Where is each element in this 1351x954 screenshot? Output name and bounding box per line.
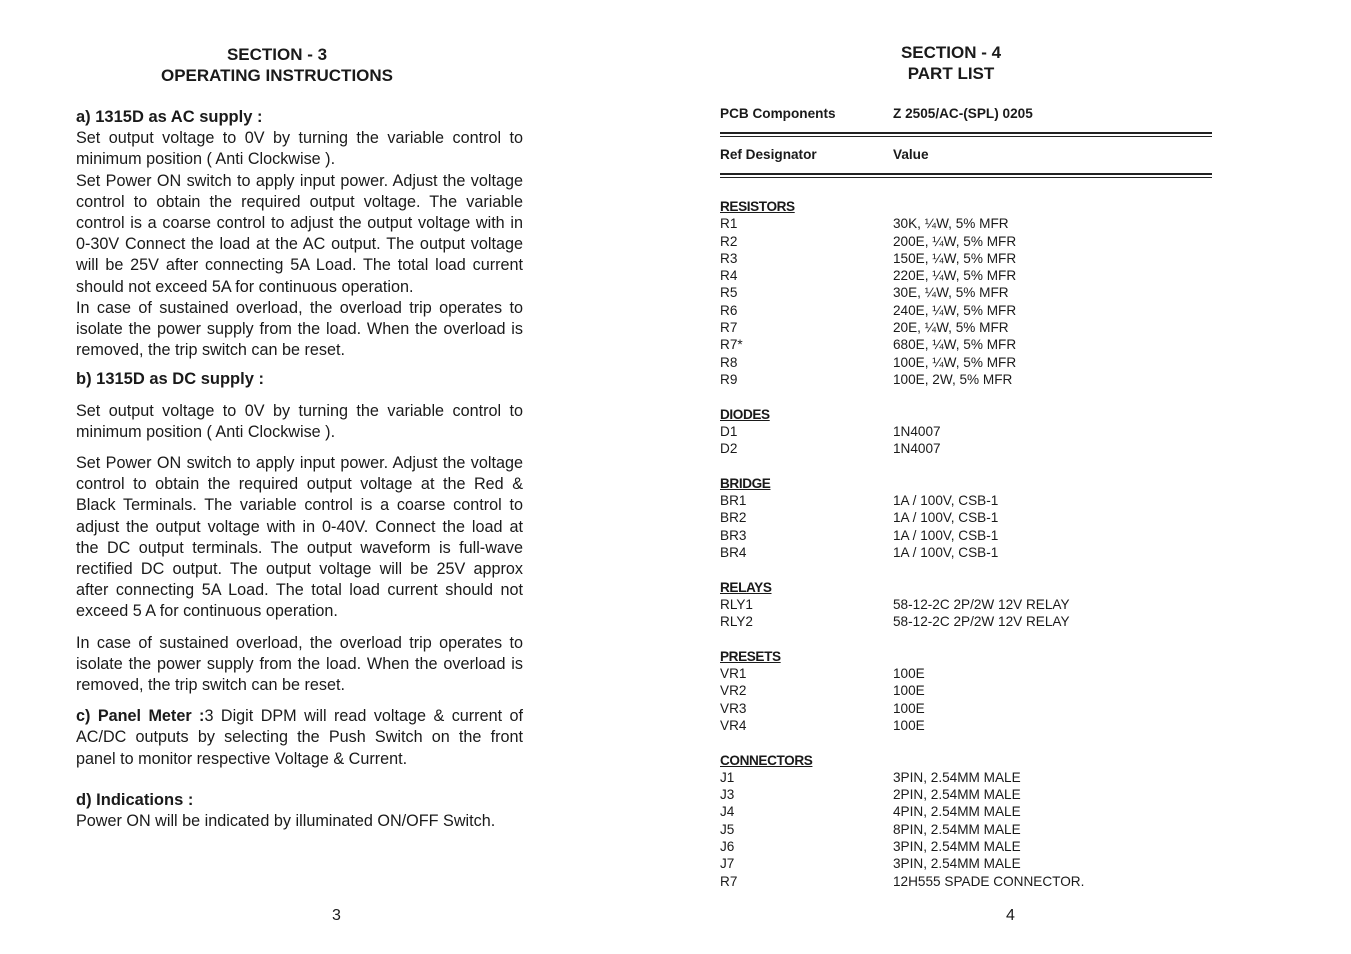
right-page (676, 0, 1351, 954)
component-value: 100E (893, 717, 925, 733)
ref-designator: BR4 (720, 544, 747, 560)
component-value: 100E (893, 700, 925, 716)
component-value: 58-12-2C 2P/2W 12V RELAY (893, 614, 1070, 630)
ref-designator: R3 (720, 250, 738, 266)
dc-paragraph-3: In case of sustained overload, the overload trip operates to isolate the power supply from the load. When the overload is removed, the trip switch can be reset. (76, 633, 523, 695)
page-number: 4 (1006, 907, 1015, 924)
ref-designator: D1 (720, 423, 738, 439)
component-value: 20E, ¼W, 5% MFR (893, 320, 1009, 336)
section-4-heading (876, 42, 1026, 84)
section-subtitle: PART LIST (907, 64, 995, 83)
group-title: RELAYS (720, 579, 772, 595)
pcb-value: Z 2505/AC-(SPL) 0205 (893, 106, 1033, 121)
component-value: 1N4007 (893, 441, 941, 457)
ref-designator: D2 (720, 441, 738, 457)
list-item (720, 873, 1212, 890)
ref-designator: RLY2 (720, 614, 753, 630)
ref-designator: VR4 (720, 717, 747, 733)
panel-meter-text: 3 Digit DPM will read voltage & current of AC/DC outputs by selecting the Push Switch on the front panel to monitor respective Voltage & Current. (76, 707, 523, 768)
component-value: 100E, ¼W, 5% MFR (893, 354, 1017, 370)
pcb-label: PCB Components (720, 106, 836, 121)
component-value: 30K, ¼W, 5% MFR (893, 216, 1009, 232)
list-item (720, 700, 1212, 717)
group-title: PRESETS (720, 648, 781, 664)
ref-designator: R5 (720, 285, 738, 301)
list-item (720, 682, 1212, 699)
list-item (720, 838, 1212, 855)
section-title: SECTION - 3 (226, 45, 328, 64)
ref-designator: J1 (720, 769, 735, 785)
ref-designator: BR2 (720, 510, 747, 526)
component-value: 220E, ¼W, 5% MFR (893, 268, 1017, 284)
dc-paragraph-2: Set Power ON switch to apply input power. Adjust the voltage control to obtain the required output voltage at the Red & Black Terminals. The variable control is a coarse control to adjust the output voltage with in 0-40V. Connect the load at the DC output terminals. The output waveform is full-wave rectified DC output. The output voltage will be 25V approx after connecting 5A Load. The total load current should not exceed 5 A for continuous operation. (76, 454, 523, 621)
list-item (720, 284, 1212, 301)
value-header: Value (893, 147, 929, 162)
component-value: 8PIN, 2.54MM MALE (893, 821, 1021, 837)
list-item (720, 821, 1212, 838)
list-item (720, 613, 1212, 630)
component-value: 4PIN, 2.54MM MALE (893, 804, 1021, 820)
part-list (720, 104, 1212, 890)
list-item (720, 233, 1212, 250)
page-number: 3 (332, 907, 341, 924)
section-title: SECTION - 4 (900, 43, 1002, 62)
ref-designator-header: Ref Designator (720, 147, 817, 162)
component-value: 3PIN, 2.54MM MALE (893, 856, 1021, 872)
ac-paragraph-2: Set Power ON switch to apply input power. Adjust the voltage control to obtain the required output voltage. The variable control is a coarse control to adjust the output voltage with in 0-30V Connect the load at the AC output. The output voltage will be 25V after connecting 5A Load. The total load current should not exceed 5A for continuous operation. (76, 171, 523, 296)
list-item (720, 302, 1212, 319)
ref-designator: VR2 (720, 683, 747, 699)
list-item (720, 803, 1212, 820)
indications-heading: d) Indications : (76, 790, 194, 809)
group-title: RESISTORS (720, 199, 795, 214)
component-group-bridge (720, 475, 1212, 561)
ref-designator: R2 (720, 233, 738, 249)
panel-meter-heading: c) Panel Meter : (76, 707, 205, 726)
section-3-heading (76, 44, 478, 86)
component-value: 3PIN, 2.54MM MALE (893, 769, 1021, 785)
column-header-row (720, 145, 1212, 165)
component-group-relays (720, 579, 1212, 631)
component-group-connectors (720, 752, 1212, 890)
component-group-presets (720, 648, 1212, 734)
component-value: 2PIN, 2.54MM MALE (893, 787, 1021, 803)
ref-designator: R7* (720, 337, 743, 353)
dc-paragraph-1: Set output voltage to 0V by turning the variable control to minimum position ( Anti Clockwise ). (76, 401, 523, 441)
component-value: 680E, ¼W, 5% MFR (893, 337, 1017, 353)
ref-designator: R1 (720, 216, 738, 232)
component-value: 12H555 SPADE CONNECTOR. (893, 873, 1085, 889)
ac-supply-heading: a) 1315D as AC supply : (76, 108, 263, 126)
component-value: 3PIN, 2.54MM MALE (893, 838, 1021, 854)
section-subtitle: OPERATING INSTRUCTIONS (160, 66, 394, 85)
component-group-resistors (720, 198, 1212, 388)
list-item (720, 250, 1212, 267)
component-value: 1N4007 (893, 423, 941, 439)
pcb-row (720, 104, 1212, 124)
list-item (720, 319, 1212, 336)
group-title: BRIDGE (720, 475, 771, 491)
ref-designator: RLY1 (720, 596, 753, 612)
component-value: 100E (893, 683, 925, 699)
indications-text: Power ON will be indicated by illuminated ON/OFF Switch. (76, 812, 496, 831)
component-value: 150E, ¼W, 5% MFR (893, 250, 1017, 266)
list-item (720, 786, 1212, 803)
component-value: 1A / 100V, CSB-1 (893, 510, 999, 526)
component-value: 100E (893, 666, 925, 682)
list-item (720, 665, 1212, 682)
ref-designator: VR1 (720, 666, 747, 682)
ref-designator: VR3 (720, 700, 747, 716)
ref-designator: J3 (720, 787, 735, 803)
list-item (720, 492, 1212, 509)
component-value: 100E, 2W, 5% MFR (893, 371, 1013, 387)
ref-designator: BR1 (720, 493, 747, 509)
ref-designator: R9 (720, 371, 738, 387)
component-group-diodes (720, 406, 1212, 458)
list-item (720, 423, 1212, 440)
dc-supply-heading: b) 1315D as DC supply : (76, 370, 264, 389)
list-item (720, 215, 1212, 232)
ref-designator: BR3 (720, 527, 747, 543)
list-item (720, 527, 1212, 544)
list-item (720, 717, 1212, 734)
list-item (720, 371, 1212, 388)
ref-designator: R7 (720, 320, 738, 336)
component-value: 1A / 100V, CSB-1 (893, 493, 999, 509)
ref-designator: R4 (720, 268, 738, 284)
ref-designator: R6 (720, 302, 738, 318)
list-item (720, 855, 1212, 872)
operating-instructions (76, 107, 523, 832)
ref-designator: R7 (720, 873, 738, 889)
ref-designator: R8 (720, 354, 738, 370)
list-item (720, 267, 1212, 284)
ref-designator: J6 (720, 838, 735, 854)
list-item (720, 354, 1212, 371)
list-item (720, 509, 1212, 526)
list-item (720, 336, 1212, 353)
list-item (720, 544, 1212, 561)
double-rule (720, 173, 1212, 178)
ref-designator: J5 (720, 821, 735, 837)
ref-designator: J7 (720, 856, 735, 872)
component-value: 1A / 100V, CSB-1 (893, 544, 999, 560)
component-value: 30E, ¼W, 5% MFR (893, 285, 1009, 301)
list-item (720, 596, 1212, 613)
component-value: 1A / 100V, CSB-1 (893, 527, 999, 543)
double-rule (720, 132, 1212, 137)
list-item (720, 440, 1212, 457)
list-item (720, 769, 1212, 786)
component-value: 200E, ¼W, 5% MFR (893, 233, 1017, 249)
component-value: 240E, ¼W, 5% MFR (893, 302, 1017, 318)
component-value: 58-12-2C 2P/2W 12V RELAY (893, 596, 1070, 612)
group-title: CONNECTORS (720, 752, 813, 768)
ac-paragraph-3: In case of sustained overload, the overload trip operates to isolate the power supply from the load. When the overload is removed, the trip switch can be reset. (76, 298, 523, 360)
ref-designator: J4 (720, 804, 735, 820)
component-groups (720, 198, 1212, 890)
panel-meter-paragraph (76, 706, 523, 770)
ac-paragraph-1: Set output voltage to 0V by turning the variable control to minimum position ( Anti Clockwise ). (76, 129, 523, 169)
group-title: DIODES (720, 406, 770, 422)
